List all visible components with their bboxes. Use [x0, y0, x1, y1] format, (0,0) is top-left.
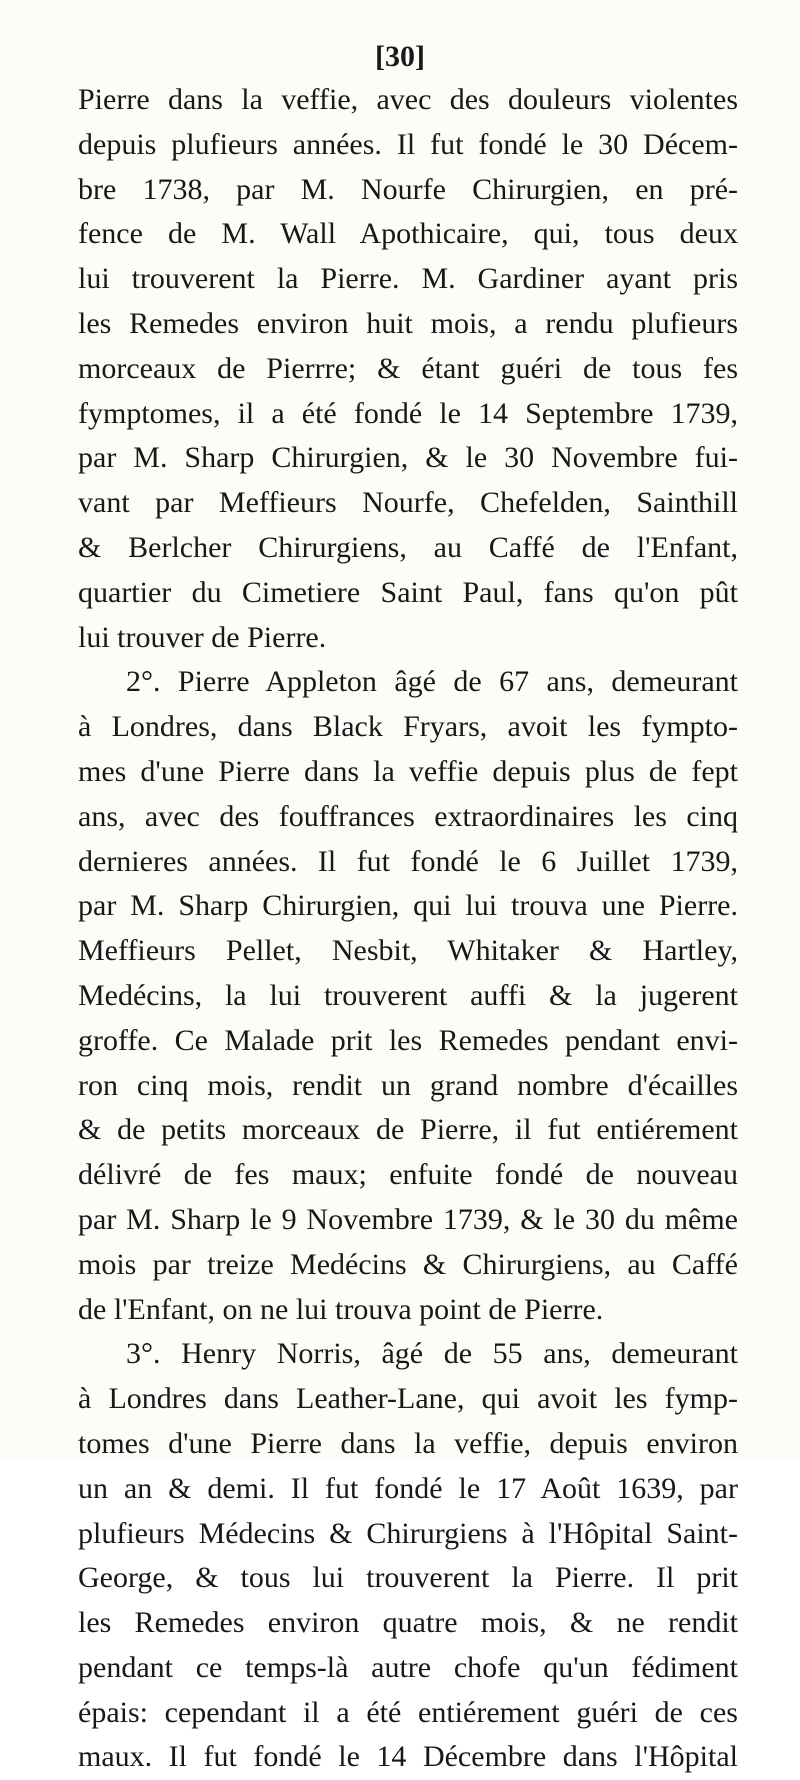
text-line: fymptomes, il a été fondé le 14 Septembre 1739,	[78, 396, 738, 430]
text-line: par M. Sharp Chirurgien, & le 30 Novembre fui-	[78, 441, 738, 475]
text-line: 2°. Pierre Appleton âgé de 67 ans, demeurant	[126, 665, 738, 699]
text-line: mois par treize Medécins & Chirurgiens, au Caffé	[78, 1247, 738, 1281]
text-line: 3°. Henry Norris, âgé de 55 ans, demeurant	[126, 1337, 738, 1371]
text-line: à Londres dans Leather-Lane, qui avoit les fymp-	[78, 1382, 738, 1416]
text-line: maux. Il fut fondé le 14 Décembre dans l'Hôpital	[78, 1740, 738, 1774]
text-line: tomes d'une Pierre dans la veffie, depuis environ	[78, 1426, 738, 1460]
text-line: dernieres années. Il fut fondé le 6 Juillet 1739,	[78, 844, 738, 878]
text-line: ron cinq mois, rendit un grand nombre d'écailles	[78, 1068, 738, 1102]
text-line: & Berlcher Chirurgiens, au Caffé de l'Enfant,	[78, 530, 738, 564]
text-line: morceaux de Pierrre; & étant guéri de tous fes	[78, 351, 738, 385]
text-line: bre 1738, par M. Nourfe Chirurgien, en pré-	[78, 172, 738, 206]
text-line: lui trouver de Pierre.	[78, 620, 327, 654]
text-line: fence de M. Wall Apothicaire, qui, tous deux	[78, 217, 738, 251]
text-line: & de petits morceaux de Pierre, il fut entiérement	[78, 1113, 738, 1147]
text-line: Meffieurs Pellet, Nesbit, Whitaker & Hartley,	[78, 934, 738, 968]
text-line: groffe. Ce Malade prit les Remedes pendant envi-	[78, 1023, 738, 1057]
text-line: délivré de fes maux; enfuite fondé de nouveau	[78, 1158, 738, 1192]
text-line: les Remedes environ quatre mois, & ne rendit	[78, 1606, 738, 1640]
text-line: à Londres, dans Black Fryars, avoit les fympto-	[78, 710, 738, 744]
text-line: par M. Sharp le 9 Novembre 1739, & le 30 du même	[78, 1202, 738, 1236]
text-line: Medécins, la lui trouverent auffi & la jugerent	[78, 978, 738, 1012]
text-line: Pierre dans la veffie, avec des douleurs violentes	[78, 83, 738, 116]
text-line: pendant ce temps-là autre chofe qu'un fédiment	[78, 1650, 738, 1684]
text-line: de l'Enfant, on ne lui trouva point de Pierre.	[78, 1292, 604, 1326]
body-text	[78, 78, 738, 1780]
text-line: George, & tous lui trouverent la Pierre. Il prit	[78, 1561, 738, 1595]
text-line: plufieurs Médecins & Chirurgiens à l'Hôpital Saint-	[78, 1516, 738, 1550]
text-line: vant par Meffieurs Nourfe, Chefelden, Sainthill	[78, 486, 738, 520]
text-line: depuis plufieurs années. Il fut fondé le 30 Décem-	[78, 127, 738, 161]
text-line: les Remedes environ huit mois, a rendu plufieurs	[78, 306, 738, 340]
text-line: par M. Sharp Chirurgien, qui lui trouva une Pierre.	[78, 889, 738, 923]
text-line: épais: cependant il a été entiérement guéri de ces	[78, 1695, 738, 1729]
text-line: ans, avec des fouffrances extraordinaires les cinq	[78, 799, 738, 833]
text-line: quartier du Cimetiere Saint Paul, fans qu'on pût	[78, 575, 738, 609]
page-number: [30]	[375, 40, 425, 73]
text-line: un an & demi. Il fut fondé le 17 Août 1639, par	[78, 1471, 738, 1505]
text-line: mes d'une Pierre dans la veffie depuis plus de fept	[78, 754, 738, 788]
text-line: lui trouverent la Pierre. M. Gardiner ayant pris	[78, 262, 738, 296]
